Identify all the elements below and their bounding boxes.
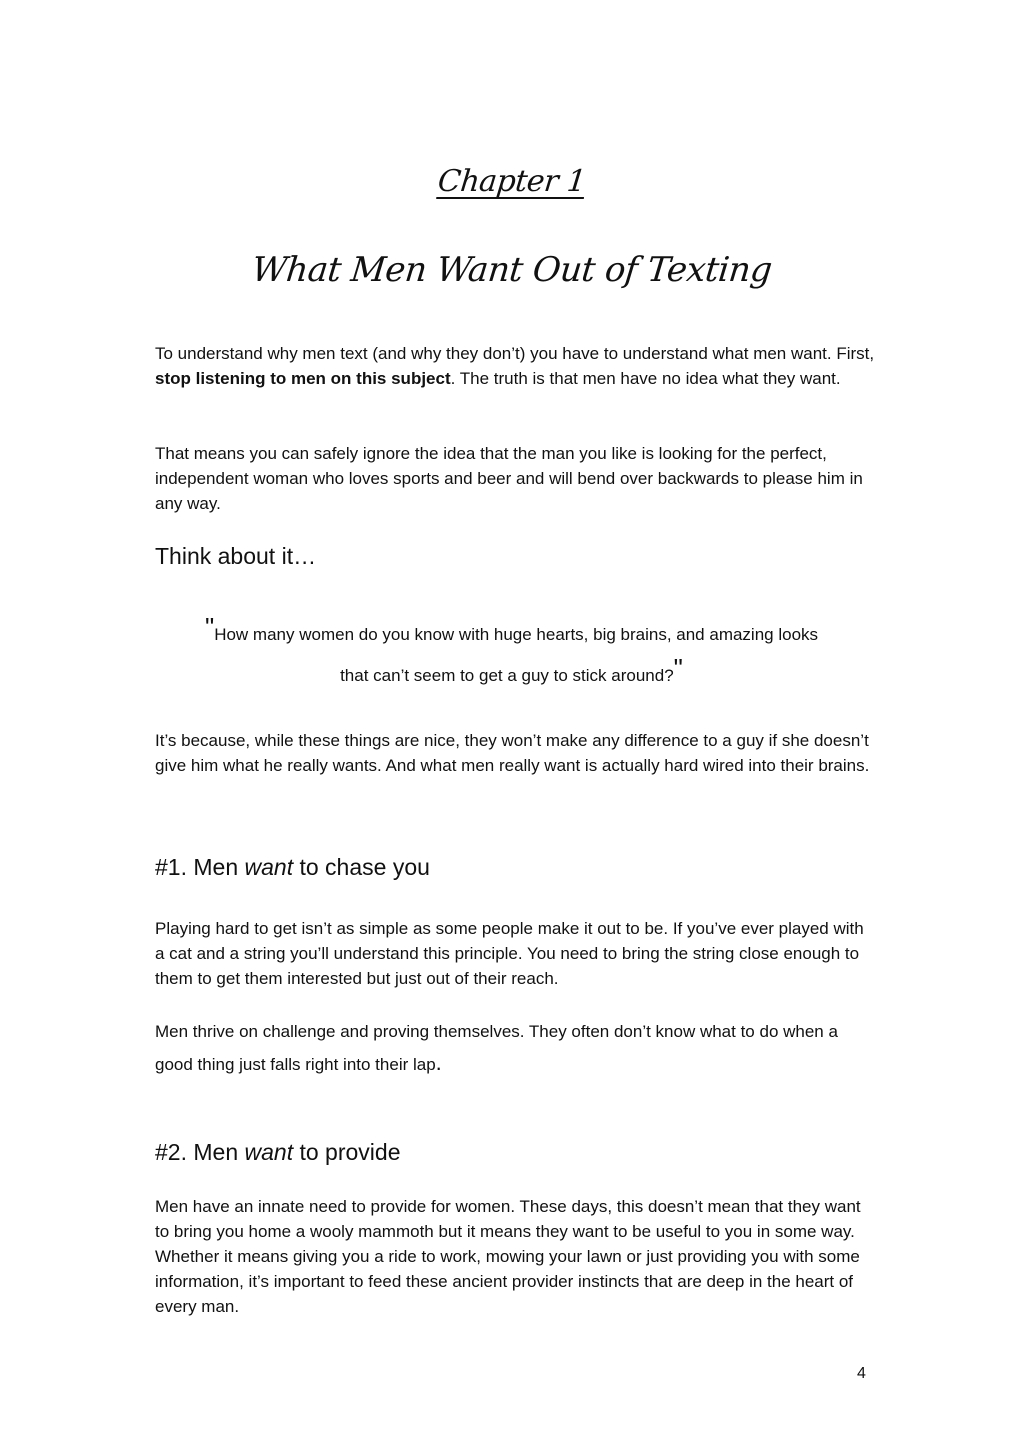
think-heading: Think about it… — [155, 543, 317, 569]
section-1-heading-start: #1. Men — [155, 854, 245, 880]
intro-p1-end: . The truth is that men have no idea what they want. — [450, 369, 841, 388]
page-number: 4 — [857, 1365, 866, 1382]
section-2-heading-italic: want — [244, 1139, 294, 1165]
chapter-title — [0, 250, 1023, 290]
quote-text-1: How many women do you know with huge hearts, big brains, and amazing looks — [214, 625, 819, 644]
chapter-title-text: What Men Want Out of Texting — [249, 250, 774, 290]
section-1-heading — [155, 854, 430, 881]
chapter-label — [0, 162, 1023, 199]
section-1-heading-end: to chase you — [293, 854, 430, 880]
intro-p1-start: To understand why men text (and why they don’t) you have to understand what men want. First, — [155, 344, 875, 363]
explanation-paragraph: It’s because, while these things are nice, they won’t make any difference to a guy if she doesn’t give him what he really wants. And what men really want is actually hard wired into their brains. — [155, 731, 870, 775]
quote-open-mark: " — [204, 612, 215, 642]
quote-line-2 — [0, 653, 1023, 686]
quote-line-1 — [0, 612, 1023, 645]
section-1-paragraph-1: Playing hard to get isn’t as simple as some people make it out to be. If you’ve ever played with a cat and a string you’ll understand this principle. You need to bring the string close enough to them to get them interested but just out of their reach. — [155, 919, 864, 988]
quote-text-2: that can’t seem to get a guy to stick around? — [340, 666, 674, 685]
section-2-heading-end: to provide — [293, 1139, 401, 1165]
section-2-heading — [155, 1139, 401, 1166]
chapter-label-text: Chapter 1 — [435, 164, 588, 199]
intro-paragraph-2: That means you can safely ignore the idea that the man you like is looking for the perfect, independent woman who loves sports and beer and will bend over backwards to please him in any way. — [155, 444, 863, 513]
intro-paragraph-1 — [155, 341, 875, 391]
section-1-p2-text: Men thrive on challenge and proving themselves. They often don’t know what to do when a good thing just falls right into their lap — [155, 1022, 838, 1074]
section-2-paragraph-1: Men have an innate need to provide for women. These days, this doesn’t mean that they want to bring you home a wooly mammoth but it means they want to be useful to you in some way. Whether it means giving you a ride to work, mowing your lawn or just providing you with some information, it’s important to feed these ancient provider instincts that are deep in the heart of every man. — [155, 1197, 861, 1316]
intro-p1-bold: stop listening to men on this subject — [155, 369, 451, 388]
quote-close-mark: " — [673, 653, 683, 683]
section-1-paragraph-2 — [155, 1016, 875, 1080]
section-1-heading-italic: want — [244, 854, 294, 880]
section-2-heading-start: #2. Men — [155, 1139, 245, 1165]
section-1-p2-period: . — [435, 1050, 442, 1075]
